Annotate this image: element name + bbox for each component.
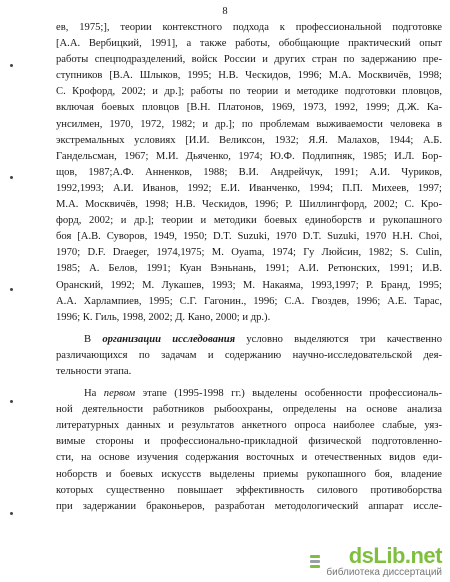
paragraph-line: работы спецподразделений, войск России и других стран по задержанию пре- [56,54,442,66]
paragraph-3 [56,386,442,515]
watermark-logo-icon [310,555,320,568]
paragraph-line: вимые стороны и профессионально-прикладной физической подготовленно- [56,436,442,448]
paragraph-line: боя [А.В. Суворов, 1949, 1950; D.T. Suzuki, 1970 D.T. Suzuki, 1970 H.H. Choi, [56,231,442,243]
paragraph-line: ступников [В.А. Шлыков, 1995; Н.В. Ческидов, 1996; М.А. Москвичёв, 1998; [56,70,442,82]
paragraph-line: сти, на основе изучения содержания восточных и отечественных видов еди- [56,452,442,464]
emphasis-text: организации исследования [102,333,236,345]
paragraph-line: ной деятельности работников рыбоохраны, определены на основе анализа [56,404,442,416]
paragraph-line: Гандельсман, 1967; М.И. Дьяченко, 1974; Ю.Ф. Подлипняк, 1985; И.Л. Бор- [56,150,442,162]
paragraph-line: тельности этапа. [56,365,132,377]
margin-dot [10,512,13,515]
paragraph-line: которых существенно повышает эффективность силового противоборства [56,484,442,496]
paragraph-line: М.А. Москвичёв, 1998; Н.В. Ческидов, 1996; Р. Шиллингфорд, 2002; С. Кро- [56,199,442,211]
paragraph-line: щов, 1987;А.Ф. Анненков, 1988; В.И. Андрейчук, 1991; А.И. Чуриков, [56,166,442,178]
margin-dot [10,400,13,403]
paragraph-line: На первом этапе (1995-1998 гг.) выделены особенности профессиональ- [84,388,442,400]
paragraph-line: 1996; К. Гиль, 1998, 2002; Д. Кано, 2000; и др.). [56,311,271,323]
paragraph-line: С. Крофорд, 2002; и др.]; работы по теории и методике подготовки пловцов, [56,86,442,98]
watermark-brand: dsLib.net [348,543,442,568]
paragraph-line: форд, 2002; и др.]; теории и методики боевых единоборств и рукопашного [56,215,442,227]
paragraph-line: ноборств и боевых искусств выделены приемы рукопашного боя, владение [56,468,442,480]
margin-dot [10,64,13,67]
emphasis-text: первом [103,388,136,400]
paragraph-line: [А.А. Вербицкий, 1991], а также работы, обобщающие практический опыт [56,38,442,50]
paragraph-line: экстремальных условиях [И.И. Великсон, 1932; Я.Я. Малахов, 1944; А.Б. [56,134,442,146]
paragraph-line: 1985; А. Белов, 1991; Куан Вэньнань, 1991; А.И. Ретюнских, 1991; И.В. [56,263,442,275]
paragraph-1 [56,20,442,326]
paragraph-line: В организации исследования условно выделяются три качественно [84,333,442,345]
watermark-subtitle: библиотека диссертаций [326,567,442,578]
paragraph-line: при задержании браконьеров, разработан методологический аппарат иссле- [56,500,442,512]
paragraph-line: литературных данных и результатов анкетного опроса наиболее слабые, уяз- [56,420,442,432]
page-number: 8 [222,6,228,17]
paragraph-line: включая боевых пловцов [В.Н. Платонов, 1969, 1973, 1992, 1999; Д.Ж. Ка- [56,102,442,114]
paragraph-line: ев, 1975;], теории контекстного подхода к профессиональной подготовке [56,22,442,33]
paragraph-2 [56,332,442,380]
paragraph-line: 1970; D.F. Draeger, 1974,1975; M. Oyama, 1974; Гу Люйсин, 1982; S. Culin, [56,247,442,259]
paragraph-line: Оранский, 1992; М. Лукашев, 1993; М. Накаяма, 1993,1997; Р. Бранд, 1995; [56,279,442,291]
margin-dot [10,288,13,291]
paragraph-line: 1992,1993; А.И. Иванов, 1992; Е.И. Иванченко, 1994; П.П. Михеев, 1997; [56,182,442,194]
watermark [310,545,442,578]
margin-dot [10,176,13,179]
document-body [56,20,442,515]
paragraph-line: различающихся по задачам и содержанию научно-исследовательской дея- [56,349,442,361]
paragraph-line: унсилмен, 1970, 1972, 1982; и др.]; по проблемам выживаемости человека в [56,118,442,130]
paragraph-line: А.А. Харлампиев, 1995; С.Г. Гагонин., 1996; С.А. Гвоздев, 1996; А.Е. Тарас, [56,295,442,307]
